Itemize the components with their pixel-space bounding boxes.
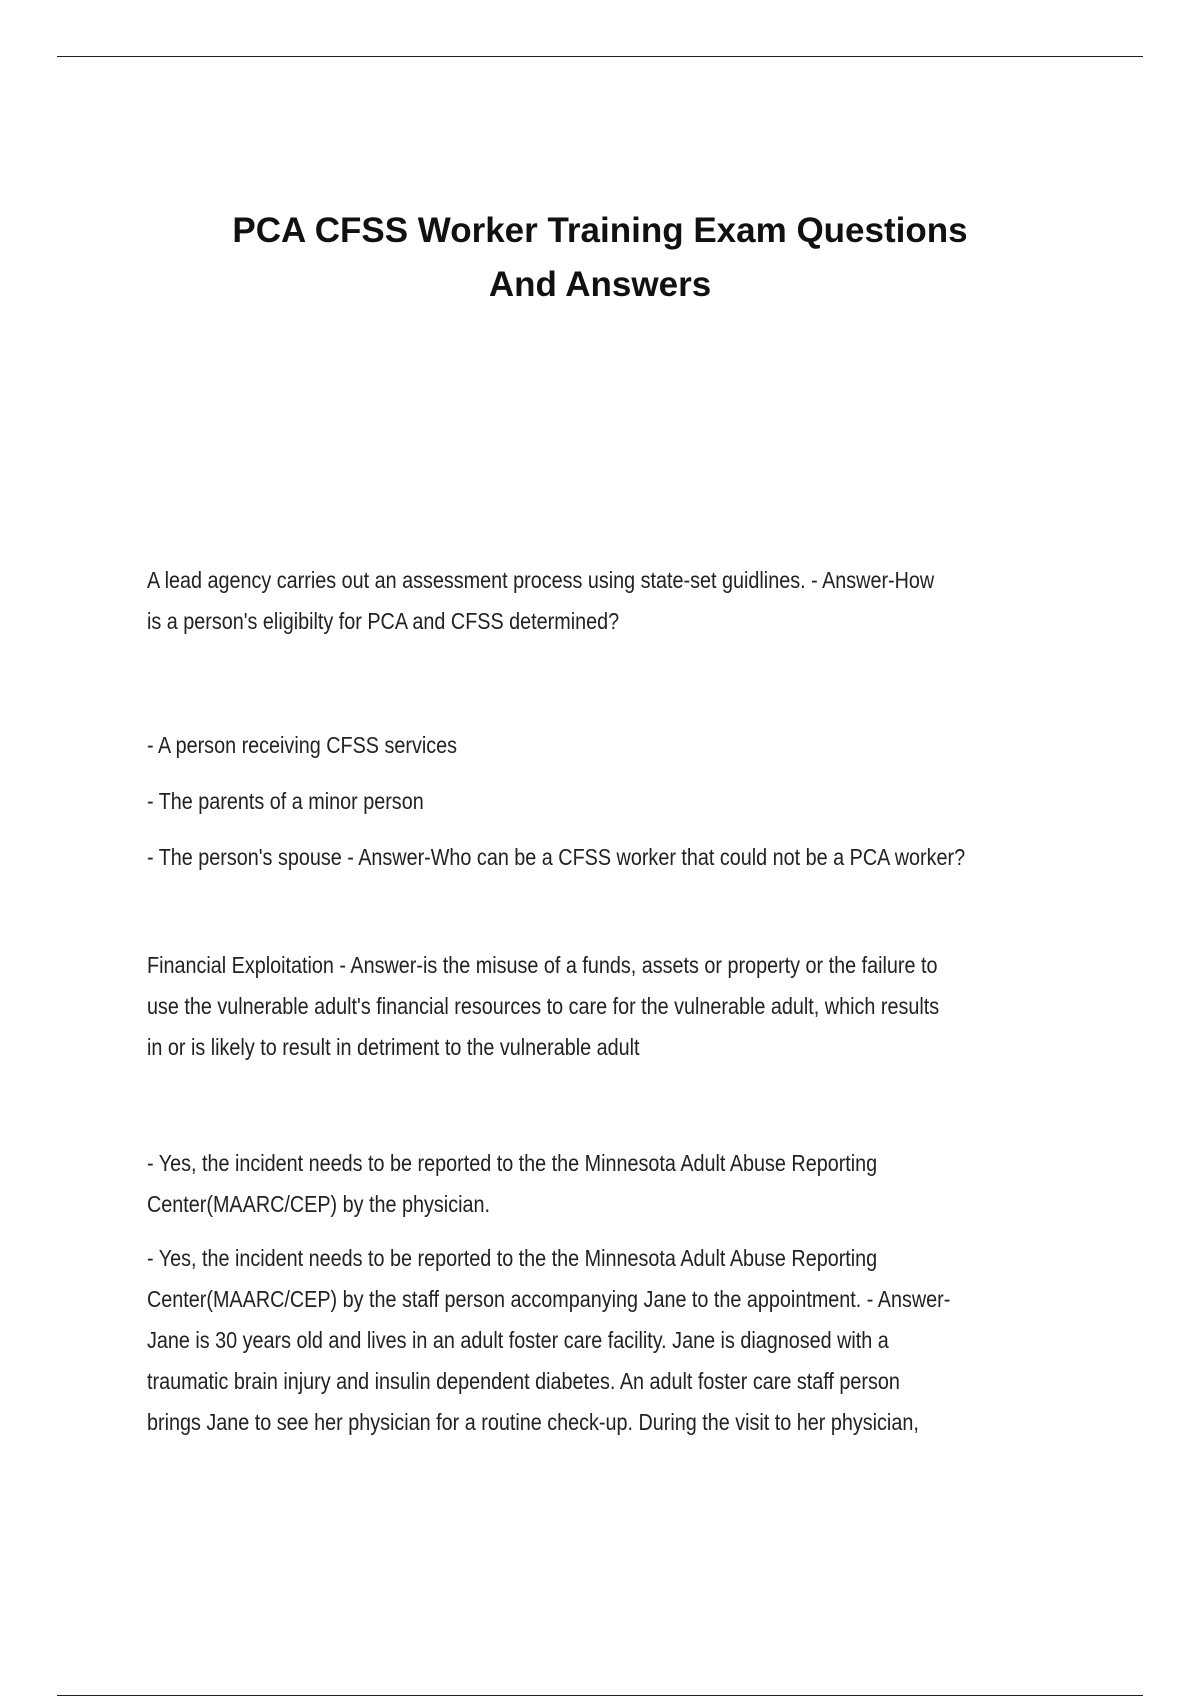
qa-cfss-worker <box>147 717 1092 885</box>
qa4-line-5: Jane is 30 years old and lives in an adult foster care facility. Jane is diagnosed with a <box>147 1327 889 1353</box>
qa1-line-1: A lead agency carries out an assessment process using state-set guidlines. - Answer-How <box>147 567 935 593</box>
top-divider <box>57 56 1143 57</box>
qa2-line-3: - The person's spouse - Answer-Who can be a CFSS worker that could not be a PCA worker? <box>147 844 966 870</box>
qa4-line-2: Center(MAARC/CEP) by the physician. <box>147 1191 490 1217</box>
qa4-line-6: traumatic brain injury and insulin dependent diabetes. An adult foster care staff person <box>147 1368 900 1394</box>
qa2-line-2: - The parents of a minor person <box>147 788 424 814</box>
qa3-line-1: Financial Exploitation - Answer-is the misuse of a funds, assets or property or the failure to <box>147 952 938 978</box>
qa-maarc-report <box>147 1143 1092 1443</box>
qa4-line-1: - Yes, the incident needs to be reported to the the Minnesota Adult Abuse Reporting <box>147 1150 878 1176</box>
qa4-line-7: brings Jane to see her physician for a routine check-up. During the visit to her physician, <box>147 1409 919 1435</box>
qa-financial-exploitation <box>147 945 1092 1068</box>
title-line-2: And Answers <box>488 265 712 304</box>
title-line-1: PCA CFSS Worker Training Exam Questions <box>232 211 968 250</box>
qa4-line-3: - Yes, the incident needs to be reported to the the Minnesota Adult Abuse Reporting <box>147 1245 878 1271</box>
qa2-line-1: - A person receiving CFSS services <box>147 732 458 758</box>
bottom-divider <box>57 1695 1143 1696</box>
qa4-line-4: Center(MAARC/CEP) by the staff person accompanying Jane to the appointment. - Answer- <box>147 1286 951 1312</box>
qa-eligibility <box>147 560 1092 642</box>
qa3-line-3: in or is likely to result in detriment to the vulnerable adult <box>147 1034 640 1060</box>
qa3-line-2: use the vulnerable adult's financial resources to care for the vulnerable adult, which results <box>147 993 940 1019</box>
qa1-line-2: is a person's eligibilty for PCA and CFSS determined? <box>147 608 620 634</box>
document-title <box>150 204 1050 312</box>
